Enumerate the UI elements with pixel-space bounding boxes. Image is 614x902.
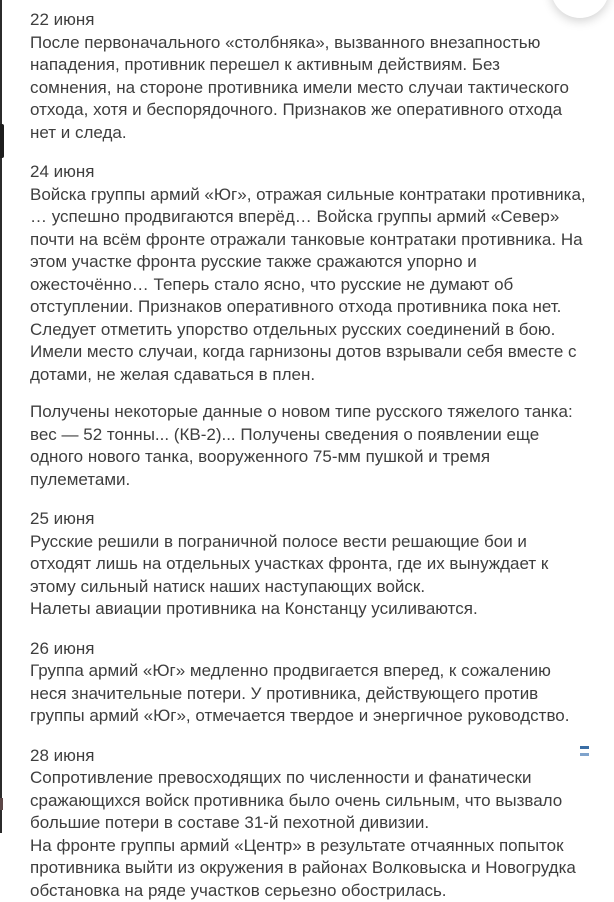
entry-date: 24 июня bbox=[30, 161, 586, 184]
entry-paragraph: После первоначального «столбняка», вызванного внезапностью нападения, противник перешел к активным действиям. Без сомнения, на стороне противника имели место случаи тактического отхода, хотя и беспорядочного. Признаков же оперативного отхода нет и следа. bbox=[30, 32, 586, 145]
blue-text-fragment bbox=[580, 746, 589, 757]
entry-date: 28 июня bbox=[30, 745, 586, 768]
entry-paragraph: Налеты авиации противника на Констанцу усиливаются. bbox=[30, 598, 586, 621]
left-edge-strip bbox=[0, 0, 2, 833]
left-edge-blob bbox=[0, 124, 4, 158]
entry-block bbox=[30, 9, 586, 144]
diary-entry bbox=[30, 745, 586, 902]
diary-entry bbox=[30, 638, 586, 728]
left-edge-bottom-fragment bbox=[0, 798, 3, 810]
entry-block bbox=[30, 745, 586, 902]
entry-paragraph: Русские решили в пограничной полосе вести решающие бои и отходят лишь на отдельных участках фронта, где их вынуждает к этому сильный натиск наших наступающих войск. bbox=[30, 531, 586, 599]
entry-paragraph: Следует отметить упорство отдельных русских соединений в бою. Имели место случаи, когда гарнизоны дотов взрывали себя вместе с дотами, не желая сдаваться в плен. bbox=[30, 319, 586, 387]
diary-entry bbox=[30, 9, 586, 144]
entry-date: 26 июня bbox=[30, 638, 586, 661]
entry-paragraph: На фронте группы армий «Центр» в результате отчаянных попыток противника выйти из окружения в районах Волковыска и Новогрудка обстановка на ряде участков серьезно обострилась. bbox=[30, 835, 586, 902]
entry-date: 22 июня bbox=[30, 9, 586, 32]
entry-paragraph: Войска группы армий «Юг», отражая сильные контратаки противника, … успешно продвигаются вперёд… Войска группы армий «Север» почти на всём фронте отражали танковые контратаки противника. На этом участке фронта русские также сражаются упорно и ожесточённо… Теперь стало ясно, что русские не думают об отступлении. Признаков оперативного отхода противника пока нет. bbox=[30, 184, 586, 319]
entry-paragraph: Сопротивление превосходящих по численности и фанатически сражающихся войск противника было очень сильным, что вызвало большие потери в составе 31-й пехотной дивизии. bbox=[30, 767, 586, 835]
entry-block bbox=[30, 638, 586, 728]
entry-date: 25 июня bbox=[30, 508, 586, 531]
entry-block bbox=[30, 508, 586, 621]
diary-entry bbox=[30, 508, 586, 621]
entry-block bbox=[30, 401, 586, 491]
diary-text bbox=[30, 9, 586, 902]
entry-paragraph: Группа армий «Юг» медленно продвигается вперед, к сожалению неся значительные потери. У противника, действующего против группы армий «Юг», отмечается твердое и энергичное руководство. bbox=[30, 660, 586, 728]
entry-block bbox=[30, 161, 586, 386]
entry-paragraph: Получены некоторые данные о новом типе русского тяжелого танка: вес — 52 тонны... (КВ-2)... Получены сведения о появлении еще одного нового танка, вооруженного 75-мм пушкой и тремя пулеметами. bbox=[30, 401, 586, 491]
diary-entry bbox=[30, 161, 586, 491]
